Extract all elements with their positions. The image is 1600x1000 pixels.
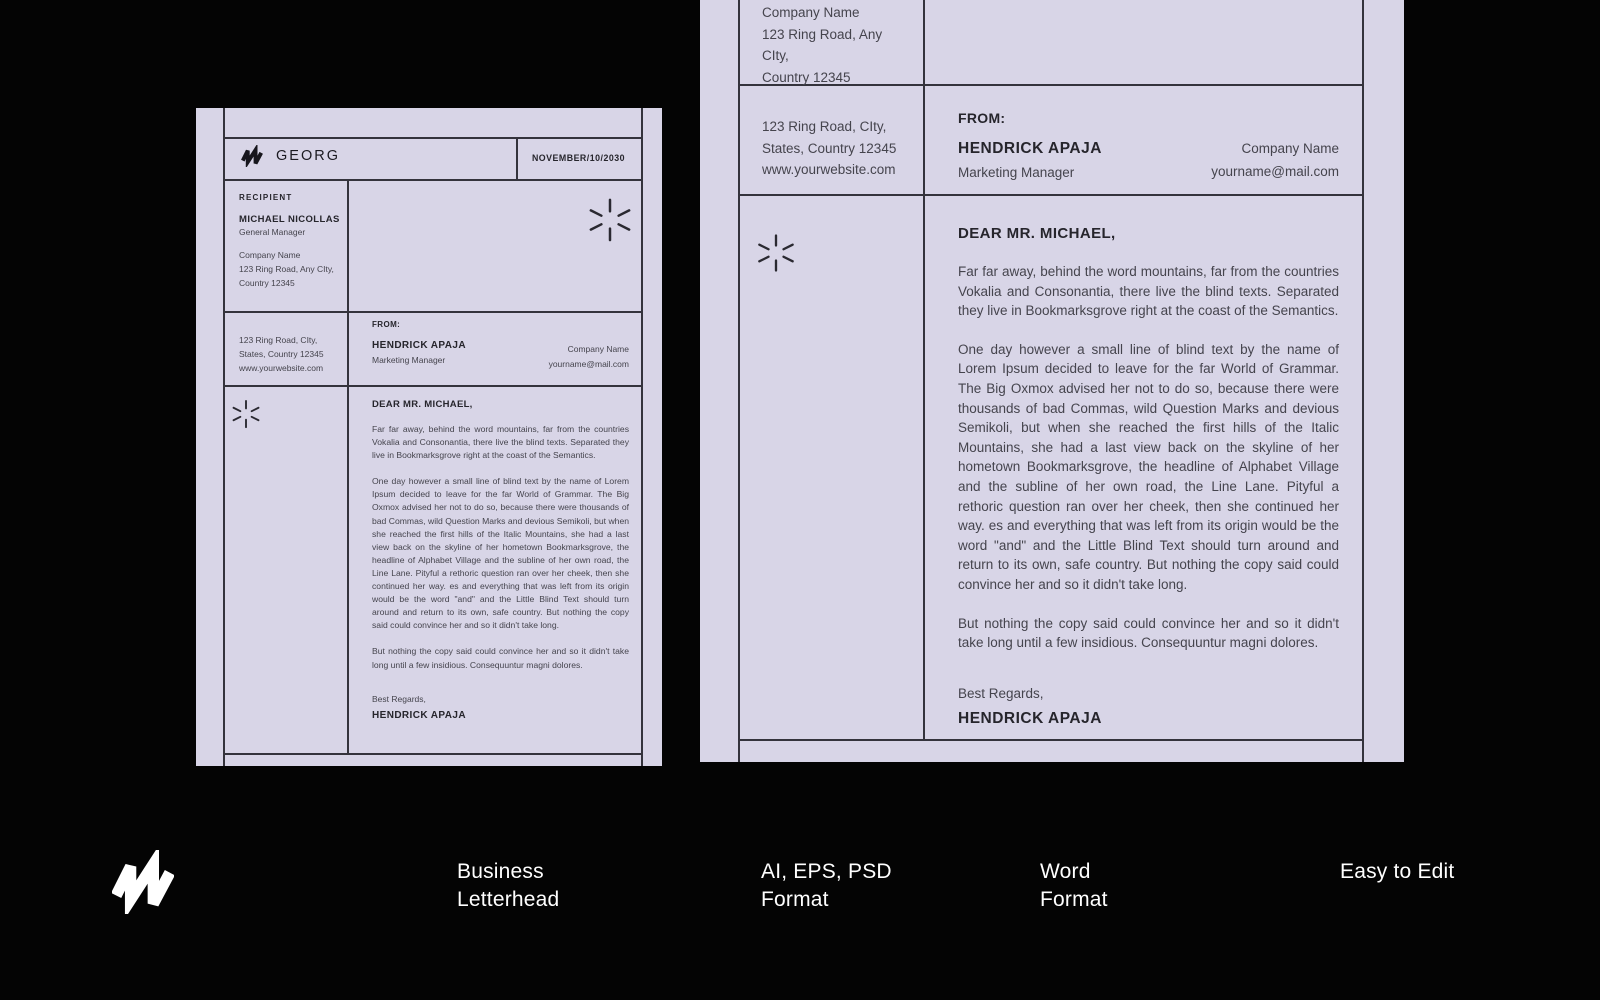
from-contact-block <box>1211 141 1339 179</box>
table-line-from <box>223 385 642 387</box>
from-contact-block <box>549 344 629 369</box>
letter-page-zoomed <box>700 0 1404 762</box>
table-line-bottom <box>223 753 642 755</box>
letter-page-small <box>196 108 662 766</box>
table-line-bottom <box>738 739 1364 741</box>
sender-website: www.yourwebsite.com <box>239 362 324 373</box>
feature-ai-eps-psd-format <box>761 858 892 914</box>
table-line-from <box>738 194 1364 196</box>
from-block <box>372 320 629 369</box>
column-divider <box>923 0 925 739</box>
table-border-right <box>1362 0 1364 762</box>
paragraph-1: Far far away, behind the word mountains, far from the countries Vokalia and Consonantia, there live the blind texts. Separated they live in Bookmarksgrove right at the coast of the Semantics. <box>372 424 629 461</box>
recipient-address-block <box>762 2 912 88</box>
feature-business-letterhead <box>457 858 559 914</box>
feature-line2: Format <box>1040 888 1108 911</box>
table-line-header <box>223 179 642 181</box>
closing: Best Regards, <box>372 693 426 704</box>
recipient-address2: Country 12345 <box>762 69 851 85</box>
recipient-block <box>239 193 349 290</box>
from-name: HENDRICK APAJA <box>958 140 1102 157</box>
sender-address2: States, Country 12345 <box>239 348 324 359</box>
sender-address1: 123 Ring Road, CIty, <box>762 119 887 134</box>
from-block <box>958 110 1339 180</box>
feature-line2: Format <box>761 888 829 911</box>
sender-address-block <box>762 116 912 181</box>
from-name: HENDRICK APAJA <box>372 340 466 351</box>
recipient-company: Company Name <box>762 5 860 20</box>
letter-date: NOVEMBER/10/2030 <box>531 153 626 163</box>
paragraph-3: But nothing the copy said could convince her and so it didn't take long until a few insidious. Consequuntur magni dolores. <box>958 615 1339 651</box>
feature-easy-to-edit <box>1340 858 1454 886</box>
from-title: Marketing Manager <box>372 355 446 365</box>
spark-icon <box>587 197 633 243</box>
table-border-left <box>223 108 225 766</box>
recipient-address1: 123 Ring Road, Any CIty, <box>239 263 334 274</box>
feature-line1: Easy to Edit <box>1340 860 1455 883</box>
from-label: FROM: <box>958 110 1006 126</box>
signature: HENDRICK APAJA <box>958 709 1102 727</box>
spark-icon <box>756 233 796 273</box>
paragraph-2: One day however a small line of blind text by the name of Lorem Ipsum decided to leave for the far World of Grammar. The Big Oxmox advised her not to do so, because there were thousands of bad Commas, wild Question Marks and devious Semikoli, but when she reached the first hills of the Italic Mountains, she had a last view back on the skyline of her hometown Bookmarksgrove, the headline of Alphabet Village and the subline of her own road, the Line Lane. Pityful a rethoric question ran over her cheek, then she continued her way. es and everything that was left from its origin would be the word "and" and the Little Blind Text should turn around and return to its own, safe country. But nothing the copy said could convince her and so it didn't take long. <box>372 476 629 631</box>
georg-logo-icon <box>112 850 174 914</box>
table-border-left <box>738 0 740 762</box>
recipient-address2: Country 12345 <box>239 277 295 288</box>
recipient-label: RECIPIENT <box>239 193 293 202</box>
feature-line2: Letterhead <box>457 888 560 911</box>
feature-line1: Business <box>457 860 544 883</box>
recipient-address1: 123 Ring Road, Any CIty, <box>762 26 883 63</box>
sender-address1: 123 Ring Road, CIty, <box>239 335 318 345</box>
from-email: yourname@mail.com <box>548 359 629 369</box>
paragraph-2: One day however a small line of blind text by the name of Lorem Ipsum decided to leave for the far World of Grammar. The Big Oxmox advised her not to do so, because there were thousands of bad Commas, wild Question Marks and devious Semikoli, but when she reached the first hills of the Italic Mountains, she had a last view back on the skyline of her hometown Bookmarksgrove, the headline of Alphabet Village and the subline of her own road, the Line Lane. Pityful a rethoric question ran over her cheek, then she continued her way. es and everything that was left from its origin would be the word "and" and the Little Blind Text should turn around and return to its own, safe country. But nothing the copy said could convince her and so it didn't take long. <box>958 341 1339 592</box>
table-line-recipient <box>223 311 642 313</box>
brand-name: GEORG <box>276 148 340 164</box>
georg-logo-icon <box>237 145 267 167</box>
from-email: yourname@mail.com <box>1211 164 1339 179</box>
feature-line1: Word <box>1040 860 1091 883</box>
recipient-title: General Manager <box>239 227 306 237</box>
recipient-company: Company Name <box>239 250 301 260</box>
from-company: Company Name <box>567 344 629 354</box>
closing: Best Regards, <box>958 685 1044 701</box>
sender-address2: States, Country 12345 <box>762 140 897 156</box>
recipient-name: MICHAEL NICOLLAS <box>239 214 340 225</box>
from-title: Marketing Manager <box>958 165 1075 180</box>
sender-address-block <box>239 334 349 375</box>
sender-website: www.yourwebsite.com <box>762 162 896 177</box>
letter-body <box>372 399 629 721</box>
feature-word-format <box>1040 858 1108 914</box>
salutation: DEAR MR. MICHAEL, <box>372 399 473 410</box>
from-label: FROM: <box>372 320 401 329</box>
brand-lockup <box>237 145 340 167</box>
from-company: Company Name <box>1241 141 1339 156</box>
paragraph-1: Far far away, behind the word mountains, far from the countries Vokalia and Consonantia, there live the blind texts. Separated they live in Bookmarksgrove right at the coast of the Semantics. <box>958 264 1339 319</box>
letter-body <box>958 225 1339 728</box>
signature: HENDRICK APAJA <box>372 709 466 721</box>
feature-line1: AI, EPS, PSD <box>761 860 892 883</box>
table-border-right <box>641 108 643 766</box>
spark-icon <box>231 399 261 429</box>
paragraph-3: But nothing the copy said could convince her and so it didn't take long until a few insidious. Consequuntur magni dolores. <box>372 646 629 670</box>
salutation: DEAR MR. MICHAEL, <box>958 225 1116 242</box>
